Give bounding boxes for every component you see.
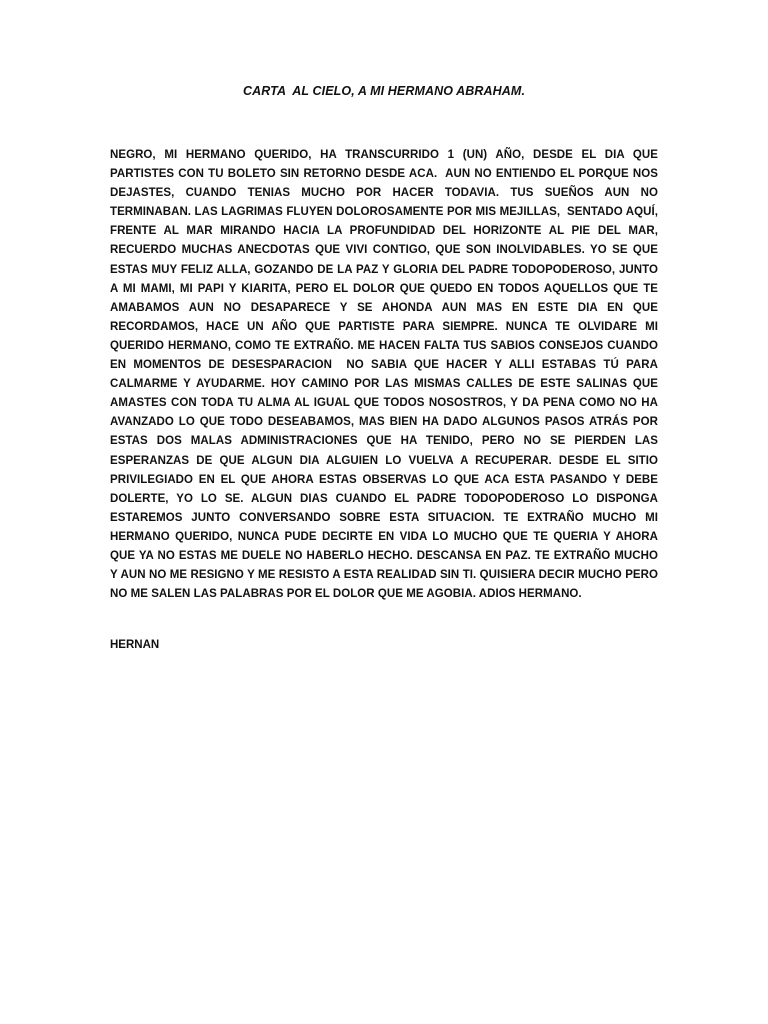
letter-body: NEGRO, MI HERMANO QUERIDO, HA TRANSCURRIDO 1 (UN) AÑO, DESDE EL DIA QUE PARTISTES CON TU BOLETO SIN RETORNO DESDE ACA. AUN NO ENTIENDO EL PORQUE NOS DEJASTES, CUANDO TENIAS MUCHO POR HACER TODAVIA. TUS SUEÑOS AUN NO TERMINABAN. LAS LAGRIMAS FLUYEN DOLOROSAMENTE POR MIS MEJILLAS, SENTADO AQUÍ, FRENTE AL MAR MIRANDO HACIA LA PROFUNDIDAD DEL HORIZONTE AL PIE DEL MAR, RECUERDO MUCHAS ANECDOTAS QUE VIVI CONTIGO, QUE SON INOLVIDABLES. YO SE QUE ESTAS MUY FELIZ ALLA, GOZANDO DE LA PAZ Y GLORIA DEL PADRE TODOPODEROSO, JUNTO A MI MAMI, MI PAPI Y KIARITA, PERO EL DOLOR QUE QUEDO EN TODOS AQUELLOS QUE TE AMABAMOS AUN NO DESAPARECE Y SE AHONDA AUN MAS EN ESTE DIA EN QUE RECORDAMOS, HACE UN AÑO QUE PARTISTE PARA SIEMPRE. NUNCA TE OLVIDARE MI QUERIDO HERMANO, COMO TE EXTRAÑO. ME HACEN FALTA TUS SABIOS CONSEJOS CUANDO EN MOMENTOS DE DESESPARACION NO SABIA QUE HACER Y ALLI ESTABAS TÚ PARA CALMARME Y AYUDARME. HOY CAMINO POR LAS MISMAS CALLES DE ESTE SALINAS QUE AMASTES CON TODA TU ALMA AL IGUAL QUE TODOS NOSOSTROS, Y DA PENA COMO NO HA AVANZADO LO QUE TODO DESEABAMOS, MAS BIEN HA DADO ALGUNOS PASOS ATRÁS POR ESTAS DOS MALAS ADMINISTRACIONES QUE HA TENIDO, PERO NO SE PIERDEN LAS ESPERANZAS DE QUE ALGUN DIA ALGUIEN LO VUELVA A RECUPERAR. DESDE EL SITIO PRIVILEGIADO EN EL QUE AHORA ESTAS OBSERVAS LO QUE ACA ESTA PASANDO Y DEBE DOLERTE, YO LO SE. ALGUN DIAS CUANDO EL PADRE TODOPODEROSO LO DISPONGA ESTAREMOS JUNTO CONVERSANDO SOBRE ESTA SITUACION. TE EXTRAÑO MUCHO MI HERMANO QUERIDO, NUNCA PUDE DECIRTE EN VIDA LO MUCHO QUE TE QUERIA Y AHORA QUE YA NO ESTAS ME DUELE NO HABERLO HECHO. DESCANSA EN PAZ. TE EXTRAÑO MUCHO Y AUN NO ME RESIGNO Y ME RESISTO A ESTA REALIDAD SIN TI. QUISIERA DECIR MUCHO PERO NO ME SALEN LAS PALABRAS POR EL DOLOR QUE ME AGOBIA. ADIOS HERMANO. bbox=[110, 149, 662, 601]
letter-signature: HERNAN bbox=[110, 639, 160, 651]
letter-title: CARTA AL CIELO, A MI HERMANO ABRAHAM. bbox=[242, 84, 526, 98]
